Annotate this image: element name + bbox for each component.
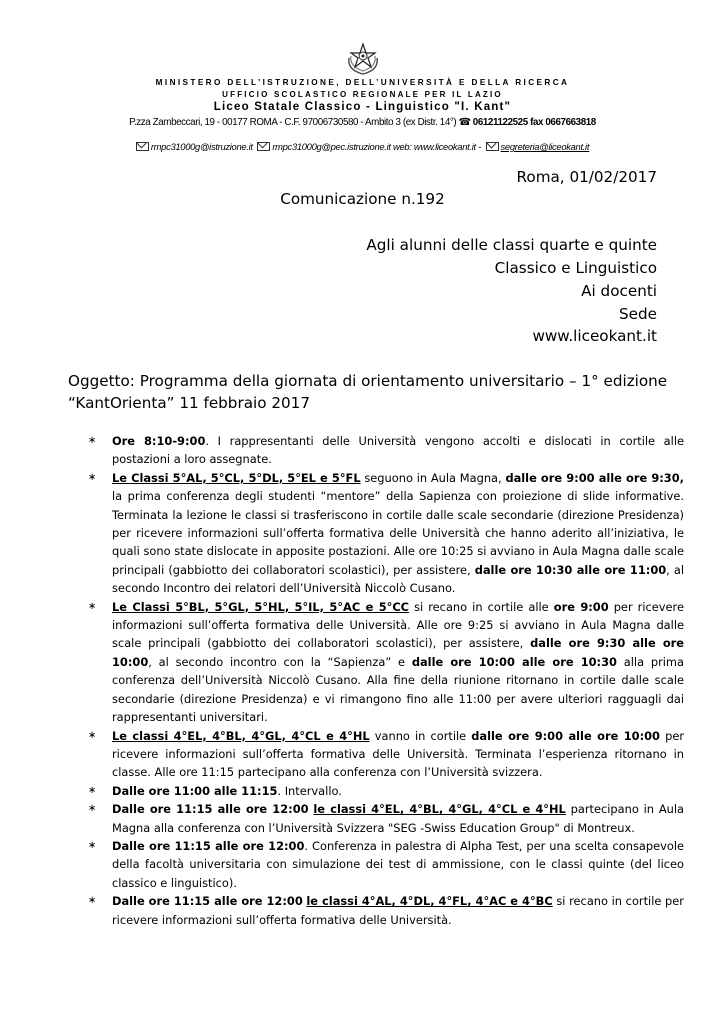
bullet: ∗ (88, 839, 97, 851)
phone-number: 06121122525 (472, 117, 528, 128)
communication-number: Comunicazione n.192 (280, 190, 445, 208)
email-istruzione[interactable]: rmpc31000g@istruzione.it (150, 141, 253, 152)
envelope-icon (136, 142, 149, 151)
regional-office: UFFICIO SCOLASTICO REGIONALE PER IL LAZIO (222, 90, 503, 99)
schedule-list (88, 432, 684, 929)
address-text: P.zza Zambeccari, 19 - 00177 ROMA - C.F. 97006730580 - Ambito 3 (ex Distr. 14°) (129, 117, 457, 128)
subject-line-2: “KantOrienta” 11 febbraio 2017 (68, 394, 310, 412)
list-item: ∗ Dalle ore 11:15 alle ore 12:00. Conferenza in palestra di Alpha Test, per una scelta consapevole della facoltà universitaria con simulazione dei test di ammissione, con le classi quinte (del liceo classico e linguistico). (88, 838, 684, 890)
bullet: ∗ (88, 803, 97, 815)
email-pec[interactable]: rmpc31000g@pec.istruzione.it (272, 141, 391, 152)
website-link[interactable]: web: www.liceokant.it - (393, 141, 481, 152)
recipient-line: Agli alunni delle classi quarte e quinte (366, 236, 657, 254)
recipient-website: www.liceokant.it (532, 327, 657, 345)
list-item: ∗ Dalle ore 11:15 alle ore 12:00 le classi 4°EL, 4°BL, 4°GL, 4°CL e 4°HL partecipano in Aula Magna alla conferenza con l’Università Svizzera "SEG -Swiss Education Group" di Montreux. (88, 802, 685, 835)
email-segreteria[interactable]: segreteria@liceokant.it (500, 141, 590, 152)
bullet: ∗ (88, 729, 97, 741)
list-item: ∗ Dalle ore 11:00 alle 11:15. Intervallo. (88, 782, 684, 800)
subject-line-1: Oggetto: Programma della giornata di orientamento universitario – 1° edizione (68, 372, 668, 390)
bullet: ∗ (88, 435, 97, 446)
envelope-icon (486, 142, 499, 151)
bullet: ∗ (88, 784, 97, 796)
list-item: ∗ Le Classi 5°BL, 5°GL, 5°HL, 5°IL, 5°AC e 5°CC si recano in cortile alle ore 9:00 per ricevere informazioni sull’offerta formativa delle Università. Alle ore 9:25 si avviano in Aula Magna dalle scale principali (gabbiotto dei collaboratori scolastici), per assistere, dalle ore 9:30 alle ore 10:00, al secondo incontro con la “Sapienza” e dalle ore 10:00 alle ore 10:30 alla prima conferenza dell’Università Niccolò Cusano. Alla fine della riunione ritornano in cortile dalle scale secondarie (direzione Presidenza) e vi rimangono fino alle 11:00 per avere ulteriori ragguagli dai rappresentanti universitari. (88, 599, 684, 725)
phone-icon: ☎ (458, 117, 471, 128)
school-address (0, 117, 725, 128)
list-item: ∗ Le classi 4°EL, 4°BL, 4°GL, 4°CL e 4°HL vanno in cortile dalle ore 9:00 alle ore 10:00 per ricevere informazioni sull’offerta formativa delle Università. Terminata l’esperienza ritornano in classe. Alle ore 11:15 partecipano alla conferenza con l’Università svizzera. (88, 728, 685, 780)
envelope-icon (257, 142, 270, 151)
fax-number: fax 0667663818 (530, 117, 596, 128)
italian-republic-emblem (343, 40, 383, 76)
bullet: ∗ (88, 471, 97, 483)
bullet: ∗ (88, 895, 97, 907)
document-date: Roma, 01/02/2017 (516, 168, 657, 186)
ministry-name: MINISTERO DELL’ISTRUZIONE, DELL’UNIVERSITÀ E DELLA RICERCA (155, 78, 570, 87)
recipient-line: Sede (619, 305, 657, 323)
recipient-line: Classico e Linguistico (494, 259, 657, 277)
recipient-line: Ai docenti (581, 282, 657, 300)
school-name: Liceo Statale Classico - Linguistico "I. Kant" (213, 101, 512, 113)
list-item: ∗ Ore 8:10-9:00. I rappresentanti delle Università vengono accolti e dislocati in cortile alle postazioni a loro assegnate. (88, 434, 685, 467)
bullet: ∗ (88, 600, 97, 612)
list-item: ∗ Dalle ore 11:15 alle ore 12:00 le classi 4°AL, 4°DL, 4°FL, 4°AC e 4°BC si recano in cortile per ricevere informazioni sull’offerta formativa delle Università. (88, 894, 684, 927)
list-item: ∗ Le Classi 5°AL, 5°CL, 5°DL, 5°EL e 5°FL seguono in Aula Magna, dalle ore 9:00 alle ore 9:30, la prima conferenza degli studenti “mentore” della Sapienza con proiezione di slide informative. Terminata la lezione le classi si trasferiscono in cortile dalle scale secondarie (direzione Presidenza) per ricevere informazioni sull’offerta formativa delle Università che hanno aderito all’iniziativa, le quali sono state dislocate in apposite postazioni. Alle ore 10:25 si avviano in Aula Magna dalle scale principali (gabbiotto dei collaboratori scolastici), per assistere, dalle ore 10:30 alle ore 11:00, al secondo Incontro dei relatori dell’Università Niccolò Cusano. (88, 470, 684, 596)
contact-line (0, 141, 725, 152)
